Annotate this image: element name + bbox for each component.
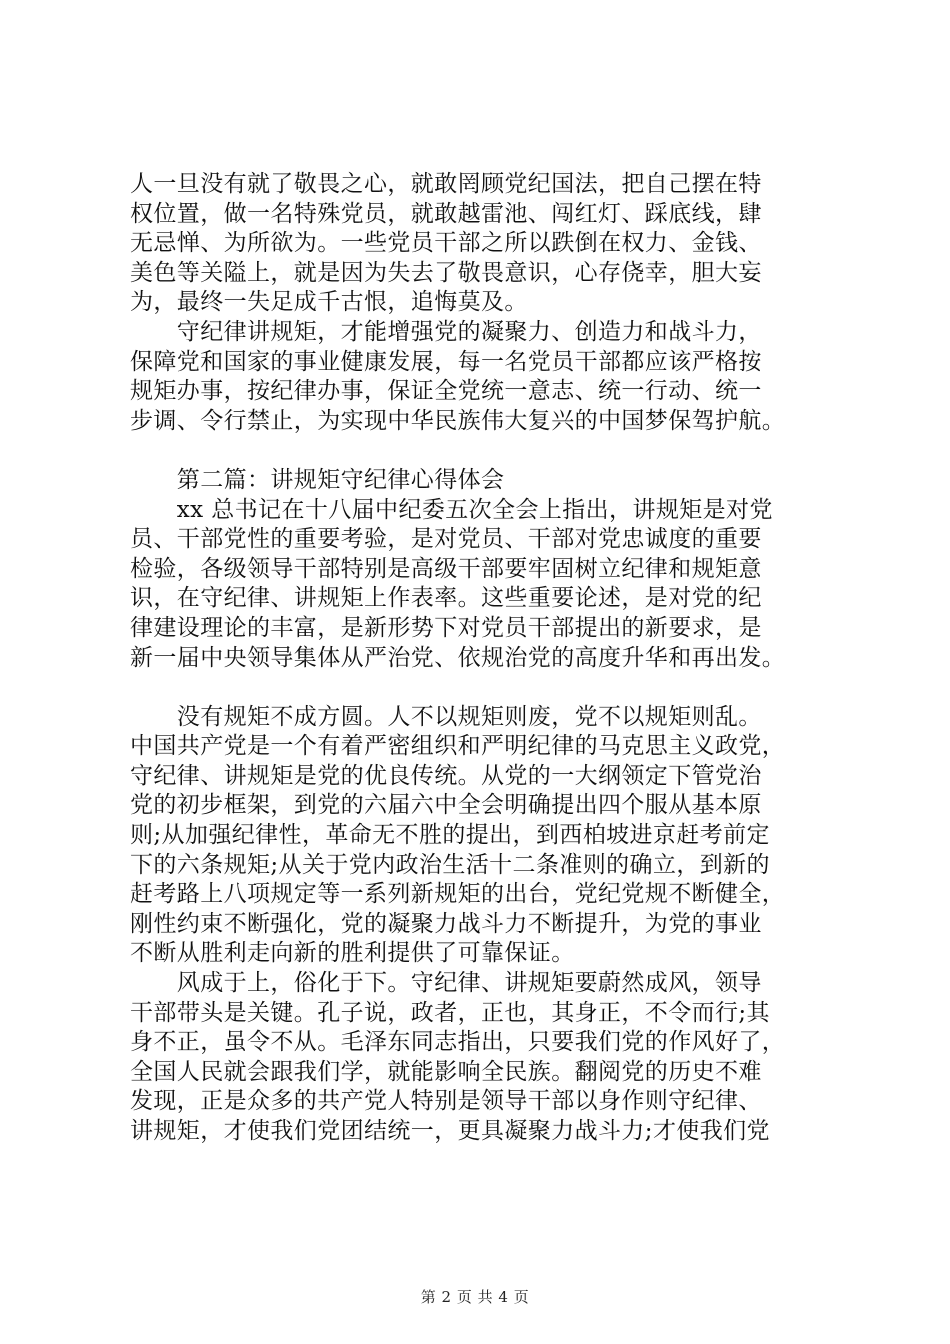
text-line: 权位置，做一名特殊党员，就敢越雷池、闯红灯、踩底线，肆 [130,200,762,227]
text-line: 身不正，虽令不从。毛泽东同志指出，只要我们党的作风好了， [130,1029,786,1056]
text-line: xx 总书记在十八届中纪委五次全会上指出，讲规矩是对党 [130,496,773,523]
text-line: 没有规矩不成方圆。人不以规矩则废，党不以规矩则乱。 [130,703,762,730]
text-line: 全国人民就会跟我们学，就能影响全民族。翻阅党的历史不难 [130,1058,762,1085]
text-line: 干部带头是关键。孔子说，政者，正也，其身正，不令而行;其 [130,999,770,1026]
text-line: 中国共产党是一个有着严密组织和严明纪律的马克思主义政党， [130,733,786,760]
text-line: 发现，正是众多的共产党人特别是领导干部以身作则守纪律、 [130,1088,762,1115]
text-line: 美色等关隘上，就是因为失去了敬畏意识，心存侥幸，胆大妄 [130,259,762,286]
body-text [130,170,830,1147]
text-line: 守纪律、讲规矩是党的优良传统。从党的一大纲领定下管党治 [130,762,762,789]
text-line: 刚性约束不断强化，党的凝聚力战斗力不断提升，为党的事业 [130,910,762,937]
text-line: 识，在守纪律、讲规矩上作表率。这些重要论述，是对党的纪 [130,585,762,612]
paragraph-gap [130,436,830,466]
paragraph-gap [130,673,830,703]
section-heading: 第二篇：讲规矩守纪律心得体会 [130,466,505,493]
text-line: 党的初步框架，到党的六届六中全会明确提出四个服从基本原 [130,792,762,819]
text-line: 风成于上，俗化于下。守纪律、讲规矩要蔚然成风，领导 [130,970,762,997]
text-line: 新一届中央领导集体从严治党、依规治党的高度升华和再出发。 [130,644,786,671]
text-line: 守纪律讲规矩，才能增强党的凝聚力、创造力和战斗力， [130,318,762,345]
text-line: 步调、令行禁止，为实现中华民族伟大复兴的中国梦保驾护航。 [130,407,786,434]
text-line: 讲规矩，才使我们党团结统一，更具凝聚力战斗力;才使我们党 [130,1118,770,1144]
text-line: 检验，各级领导干部特别是高级干部要牢固树立纪律和规矩意 [130,555,762,582]
text-line: 为，最终一失足成千古恨，追悔莫及。 [130,289,528,316]
text-line: 人一旦没有就了敬畏之心，就敢罔顾党纪国法，把自己摆在特 [130,171,762,197]
text-line: 则;从加强纪律性，革命无不胜的提出，到西柏坡进京赶考前定 [130,822,770,849]
text-line: 律建设理论的丰富，是新形势下对党员干部提出的新要求，是 [130,614,762,641]
text-line: 规矩办事，按纪律办事，保证全党统一意志、统一行动、统一 [130,378,762,405]
text-line: 赶考路上八项规定等一系列新规矩的出台，党纪党规不断健全， [130,881,786,908]
text-line: 不断从胜利走向新的胜利提供了可靠保证。 [130,940,575,967]
text-line: 员、干部党性的重要考验，是对党员、干部对党忠诚度的重要 [130,526,762,553]
page-number-footer: 第 2 页 共 4 页 [420,1288,530,1306]
text-line: 保障党和国家的事业健康发展，每一名党员干部都应该严格按 [130,348,762,375]
text-line: 下的六条规矩;从关于党内政治生活十二条准则的确立，到新的 [130,851,770,878]
text-line: 无忌惮、为所欲为。一些党员干部之所以跌倒在权力、金钱、 [130,230,762,257]
